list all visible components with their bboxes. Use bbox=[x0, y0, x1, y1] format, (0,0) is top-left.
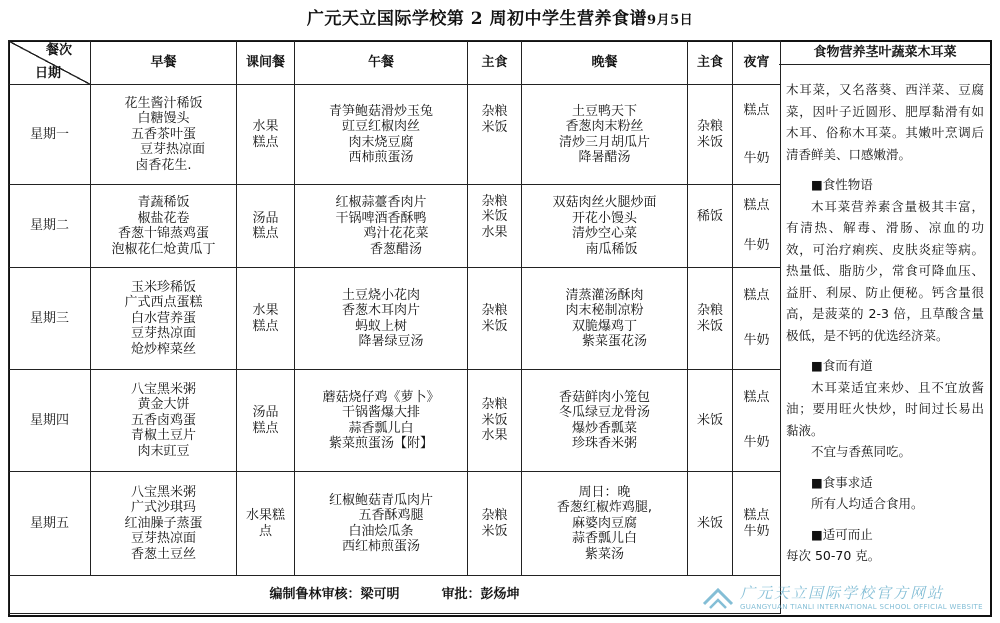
day-label: 星期一 bbox=[9, 85, 91, 185]
dish: 豆芽热凉面 bbox=[130, 326, 196, 342]
dish: 卤香花生. bbox=[135, 157, 192, 173]
dish: 香葱肉末粉丝 bbox=[565, 119, 644, 134]
corner-top-label: 餐次 bbox=[45, 43, 72, 58]
signature-line bbox=[9, 576, 781, 614]
item: 杂粮 bbox=[696, 303, 723, 318]
dish: 香葱土豆丝 bbox=[130, 546, 196, 562]
header-break-meal: 课间餐 bbox=[237, 41, 295, 85]
dish: 香菇鲜肉小笼包 bbox=[558, 389, 650, 405]
dish: 土豆鸭天下 bbox=[571, 103, 637, 119]
item: 糕点 bbox=[743, 508, 770, 523]
item: 米饭 bbox=[481, 119, 508, 135]
break-meal-cell bbox=[237, 472, 295, 576]
day-row-thursday bbox=[9, 370, 781, 472]
section-heading-suitability: ■食事求适 bbox=[811, 474, 873, 490]
dish: 蚂蚁上树 bbox=[354, 318, 407, 334]
dish: 青笋鲍菇滑炒玉兔 bbox=[328, 103, 433, 119]
dish: 豆芽热凉面 bbox=[130, 531, 196, 547]
dish: 花生酱汁稀饭 bbox=[124, 95, 203, 111]
dish: 西柿煎蛋汤 bbox=[348, 150, 414, 165]
header-breakfast: 早餐 bbox=[91, 41, 237, 85]
staple-cell bbox=[468, 268, 522, 370]
breakfast-cell bbox=[91, 472, 237, 576]
item: 水果糕 bbox=[245, 508, 285, 523]
item: 糕点 bbox=[743, 102, 770, 118]
item: 糕点 bbox=[743, 390, 770, 406]
dish: 干锅啤酒香酥鸭 bbox=[335, 210, 427, 226]
dish: 八宝黑米粥 bbox=[130, 381, 196, 397]
section-body-properties: 木耳菜营养素含量极其丰富，有清热、解毒、滑肠、凉血的功效，可治疗痢疾、皮肤炎症等病。热量低、脂肪少，常食可降血压、益肝、利尿、防止便秘。钙含量很高，是菠菜的 2-3 倍，且草酸含量极低，是不钙的优选经济菜。 bbox=[786, 198, 984, 343]
dish: 泡椒花仁炝黄瓜丁 bbox=[111, 241, 216, 257]
header-night-snack: 夜宵 bbox=[733, 41, 781, 85]
night-snack-cell bbox=[733, 85, 781, 185]
dish: 豇豆红椒肉丝 bbox=[341, 119, 420, 134]
item: 米饭 bbox=[481, 523, 508, 539]
day-label: 星期四 bbox=[9, 370, 91, 472]
dish: 香葱红椒炸鸡腿, bbox=[556, 500, 653, 516]
title-date: 9月5日 bbox=[647, 13, 694, 28]
break-meal-cell bbox=[237, 85, 295, 185]
dish: 红椒鲍菇青瓜肉片 bbox=[328, 492, 433, 508]
day-row-tuesday bbox=[9, 185, 781, 268]
break-meal-cell bbox=[237, 185, 295, 268]
section-body-cooking: 木耳菜适宜来炒、且不宜放酱油；要用旺火快炒，时间过长易出黏液。 bbox=[786, 379, 984, 438]
dish: 广式沙琪玛 bbox=[130, 500, 196, 516]
section-heading-cooking: ■食而有道 bbox=[811, 358, 873, 373]
item: 汤品 bbox=[252, 210, 279, 226]
item: 米饭 bbox=[481, 412, 508, 428]
lunch-cell bbox=[295, 268, 468, 370]
dish: 肉末烧豆腐 bbox=[348, 134, 414, 150]
corner-bottom-label: 日期 bbox=[35, 65, 62, 81]
editor-signature: 编制鲁林审核：梁可明 bbox=[269, 586, 400, 602]
dinner-cell bbox=[522, 268, 688, 370]
dish: 五香茶叶蛋 bbox=[130, 126, 196, 142]
dish: 降暑绿豆汤 bbox=[358, 334, 424, 349]
sidebar-title: 食物营养茎叶蔬菜木耳菜 bbox=[779, 42, 991, 65]
item: 糕点 bbox=[743, 198, 770, 214]
item: 糕点 bbox=[252, 420, 279, 436]
staple-cell bbox=[688, 370, 733, 472]
title-main: 广元天立国际学校第 2 周初中学生营养食谱 bbox=[306, 9, 648, 29]
night-snack-cell bbox=[733, 472, 781, 576]
dinner-cell bbox=[522, 185, 688, 268]
menu-table bbox=[8, 40, 781, 614]
dish: 爆炒香瓢菜 bbox=[571, 420, 637, 436]
staple-cell bbox=[688, 472, 733, 576]
dish: 降暑醋汤 bbox=[578, 150, 631, 165]
dish: 广式西点蛋糕 bbox=[124, 295, 203, 311]
dish: 红油臊子蒸蛋 bbox=[124, 515, 203, 531]
day-row-monday bbox=[9, 85, 781, 185]
dish: 豆芽热凉面 bbox=[139, 142, 205, 158]
dish: 干锅酱爆大排 bbox=[341, 405, 420, 420]
item: 杂粮 bbox=[481, 397, 508, 413]
approver-signature: 审批：彭炀坤 bbox=[441, 586, 520, 602]
staple-cell bbox=[688, 185, 733, 268]
dish: 南瓜稀饭 bbox=[585, 241, 638, 257]
item: 米饭 bbox=[696, 134, 723, 150]
header-staple-2: 主食 bbox=[688, 41, 733, 85]
dinner-cell bbox=[522, 370, 688, 472]
day-row-friday bbox=[9, 472, 781, 576]
sidebar-intro: 木耳菜，又名落葵、西洋菜、豆腐菜，因叶子近圆形、肥厚黏滑有如木耳、俗称木耳菜。其嫩叶烹调后清香鲜美、口感嫩滑。 bbox=[786, 82, 984, 162]
dish: 玉米珍稀饭 bbox=[130, 279, 196, 295]
lunch-cell bbox=[295, 185, 468, 268]
item: 杂粮 bbox=[696, 119, 723, 134]
item: 杂粮 bbox=[481, 193, 508, 209]
dish: 清炒空心菜 bbox=[571, 226, 637, 241]
lunch-cell bbox=[295, 370, 468, 472]
dish: 蒜香瓢儿白 bbox=[571, 531, 637, 547]
break-meal-cell bbox=[237, 268, 295, 370]
dish: 五香卤鸡蛋 bbox=[130, 412, 196, 428]
header-lunch: 午餐 bbox=[295, 41, 468, 85]
breakfast-cell bbox=[91, 85, 237, 185]
dish: 香葱十锦蒸鸡蛋 bbox=[117, 226, 209, 241]
section-note-cooking: 不宜与香蕉同吃。 bbox=[811, 444, 912, 459]
item: 水果 bbox=[481, 224, 508, 240]
item: 杂粮 bbox=[481, 104, 508, 119]
day-label: 星期二 bbox=[9, 185, 91, 268]
dish: 土豆烧小花肉 bbox=[341, 287, 420, 303]
item: 米饭 bbox=[481, 209, 508, 225]
dish: 肉末豇豆 bbox=[137, 443, 190, 459]
dish: 冬瓜绿豆龙骨汤 bbox=[558, 405, 650, 420]
section-body-suitability: 所有人均适合食用。 bbox=[811, 496, 924, 511]
day-row-wednesday bbox=[9, 268, 781, 370]
header-dinner: 晚餐 bbox=[522, 41, 688, 85]
breakfast-cell bbox=[91, 185, 237, 268]
item: 米饭 bbox=[696, 515, 723, 531]
dinner-cell bbox=[522, 85, 688, 185]
night-snack-cell bbox=[733, 370, 781, 472]
dish: 青椒土豆片 bbox=[130, 428, 196, 444]
dish: 紫菜汤 bbox=[584, 546, 624, 562]
watermark-chinese: 广元天立国际学校官方网站 bbox=[740, 584, 945, 602]
item: 水果 bbox=[252, 119, 279, 134]
dish: 紫菜煎蛋汤【附】 bbox=[328, 436, 433, 451]
item: 糕点 bbox=[252, 226, 279, 241]
dish: 红椒蒜薹香肉片 bbox=[335, 195, 427, 210]
section-heading-portion: ■适可而止 bbox=[811, 526, 873, 542]
dish: 炝炒榨菜丝 bbox=[130, 341, 196, 357]
item: 牛奶 bbox=[743, 238, 770, 254]
item: 牛奶 bbox=[743, 333, 770, 349]
item: 牛奶 bbox=[743, 435, 770, 451]
item: 水果 bbox=[481, 428, 508, 444]
section-heading-properties: ■食性物语 bbox=[811, 177, 873, 192]
item: 糕点 bbox=[743, 288, 770, 304]
dinner-cell bbox=[522, 472, 688, 576]
item: 糕点 bbox=[252, 134, 279, 150]
item: 水果 bbox=[252, 303, 279, 318]
dish: 双脆爆鸡丁 bbox=[571, 318, 637, 334]
dish: 周日：晚 bbox=[578, 484, 631, 500]
dish: 清蒸灌汤酥肉 bbox=[565, 287, 644, 303]
dish: 黄金大饼 bbox=[137, 397, 190, 413]
corner-header bbox=[9, 41, 91, 85]
dish: 白糖馒头 bbox=[137, 111, 190, 127]
item: 糕点 bbox=[252, 318, 279, 334]
night-snack-cell bbox=[733, 268, 781, 370]
lunch-cell bbox=[295, 472, 468, 576]
page-title bbox=[0, 4, 1000, 29]
dish: 香葱醋汤 bbox=[369, 241, 422, 257]
header-staple-1: 主食 bbox=[468, 41, 522, 85]
dish: 蘑菇烧仔鸡《萝卜》 bbox=[322, 389, 440, 405]
dish: 西红柿煎蛋汤 bbox=[341, 539, 420, 554]
item: 米饭 bbox=[696, 318, 723, 334]
nutrition-sidebar bbox=[780, 42, 990, 614]
item: 米饭 bbox=[481, 318, 508, 334]
staple-cell bbox=[468, 472, 522, 576]
dish: 白水营养蛋 bbox=[130, 310, 196, 326]
watermark-english: GUANGYUAN TIANLI INTERNATIONAL SCHOOL OFFICIAL WEBSITE bbox=[740, 603, 983, 611]
footer-row bbox=[9, 576, 781, 614]
dish: 开花小馒头 bbox=[571, 210, 637, 226]
day-label: 星期三 bbox=[9, 268, 91, 370]
dish: 青蔬稀饭 bbox=[137, 195, 190, 210]
dish: 双菇肉丝火腿炒面 bbox=[552, 195, 657, 210]
dish: 香葱木耳肉片 bbox=[341, 303, 420, 318]
section-body-portion: 每次 50-70 克。 bbox=[786, 548, 881, 563]
staple-cell bbox=[688, 85, 733, 185]
dish: 五香酥鸡腿 bbox=[358, 508, 424, 523]
dish: 紫菜蛋花汤 bbox=[581, 334, 647, 349]
dish: 珍珠香米粥 bbox=[571, 436, 637, 451]
item: 米饭 bbox=[696, 412, 723, 428]
item: 杂粮 bbox=[481, 508, 508, 523]
dish: 蒜香瓢儿白 bbox=[348, 420, 414, 436]
item: 杂粮 bbox=[481, 303, 508, 318]
dish: 椒盐花卷 bbox=[137, 210, 190, 226]
dish: 八宝黑米粥 bbox=[130, 484, 196, 500]
dish: 肉末秘制凉粉 bbox=[565, 303, 644, 318]
item: 牛奶 bbox=[743, 150, 770, 166]
staple-cell bbox=[468, 185, 522, 268]
header-row bbox=[9, 41, 781, 85]
item: 点 bbox=[258, 523, 272, 539]
staple-cell bbox=[688, 268, 733, 370]
staple-cell bbox=[468, 85, 522, 185]
lunch-cell bbox=[295, 85, 468, 185]
dish: 鸡汁花花菜 bbox=[363, 226, 429, 241]
dish: 白油烩瓜条 bbox=[348, 523, 414, 539]
item: 稀饭 bbox=[696, 209, 723, 225]
dish: 清炒三月胡瓜片 bbox=[558, 134, 650, 150]
staple-cell bbox=[468, 370, 522, 472]
item: 牛奶 bbox=[743, 523, 770, 539]
break-meal-cell bbox=[237, 370, 295, 472]
dish: 麻婆肉豆腐 bbox=[571, 515, 637, 531]
night-snack-cell bbox=[733, 185, 781, 268]
breakfast-cell bbox=[91, 370, 237, 472]
day-label: 星期五 bbox=[9, 472, 91, 576]
item: 汤品 bbox=[252, 405, 279, 420]
breakfast-cell bbox=[91, 268, 237, 370]
